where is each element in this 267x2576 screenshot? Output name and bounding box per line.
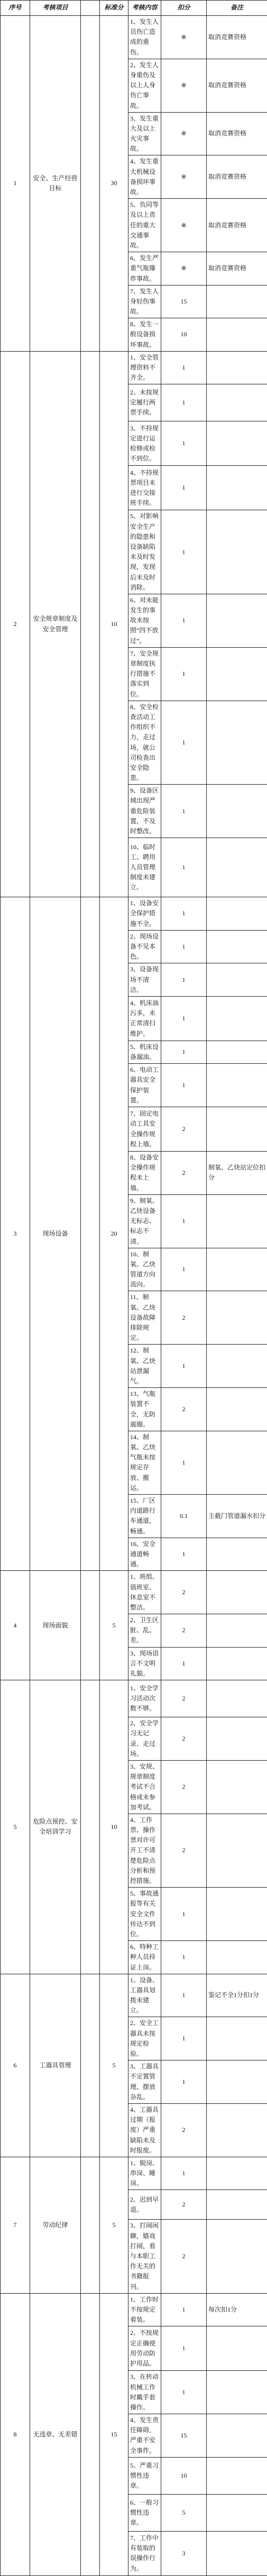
- item-note: [207, 1680, 267, 1717]
- header-standard: 标准分: [100, 1, 128, 16]
- item-content: 6、发生严重气瓶爆炸事故。: [128, 252, 161, 286]
- row-index: 5: [1, 1680, 30, 1974]
- item-note: 取消竞赛资格: [207, 199, 267, 252]
- row-project: 现场设备: [30, 897, 81, 1571]
- item-deduct: 1: [161, 1345, 207, 1388]
- item-content: 1、设备、工器具划拨未建立。: [128, 1974, 161, 2017]
- item-note: [207, 351, 267, 384]
- item-content: 8、设备安全操作规程未上墙。: [128, 1152, 161, 1195]
- item-note: 取消竞赛资格: [207, 59, 267, 112]
- row-project: 现场面貌: [30, 1571, 81, 1680]
- item-deduct: 2: [161, 1388, 207, 1431]
- item-note: [207, 1614, 267, 1648]
- item-deduct: ※: [161, 155, 207, 199]
- item-deduct: 1: [161, 2157, 207, 2190]
- row-standard: 10: [100, 1680, 128, 1974]
- item-note: [207, 1291, 267, 1345]
- item-deduct: 1: [161, 1041, 207, 1063]
- item-content: 5、严重习惯性违章。: [128, 2457, 161, 2494]
- item-deduct: 1: [161, 647, 207, 701]
- item-note: 取消竞赛资格: [207, 252, 267, 286]
- item-deduct: 1: [161, 963, 207, 997]
- item-deduct: 1: [161, 838, 207, 897]
- item-deduct: 2: [161, 1291, 207, 1345]
- row-project: 危险点预控、安全培训学习: [30, 1680, 81, 1974]
- table-row: [1, 2293, 267, 2326]
- item-content: 3、不持规定进行运检修或检不到位。: [128, 421, 161, 466]
- row-index: 6: [1, 1974, 30, 2157]
- table-row: [1, 1680, 267, 1717]
- table-row: [1, 351, 267, 384]
- item-deduct: 1: [161, 1647, 207, 1680]
- item-content: 9、制氧、乙炔设备无标志、标志不清。: [128, 1194, 161, 1248]
- row-project: 无违章、无差错: [30, 2293, 81, 2575]
- item-content: 12、制氧、乙炔站泄漏气。: [128, 1345, 161, 1388]
- item-content: 2、迟到早退。: [128, 2190, 161, 2220]
- item-deduct: 15: [161, 2414, 207, 2458]
- row-project: 工器具管理: [30, 1974, 81, 2157]
- item-note: [207, 2017, 267, 2060]
- item-note: [207, 285, 267, 318]
- header-index: 序号: [1, 1, 30, 16]
- item-content: 4、发生重大机械设备损坏事故。: [128, 155, 161, 199]
- item-deduct: 1: [161, 785, 207, 838]
- item-note: [207, 318, 267, 352]
- item-note: [207, 1041, 267, 1063]
- row-index: 7: [1, 2157, 30, 2293]
- item-content: 1、安全学习活动次数不够。: [128, 1680, 161, 1717]
- table-row: [1, 897, 267, 931]
- row-standard: 5: [100, 2157, 128, 2293]
- item-deduct: 2: [161, 2103, 207, 2157]
- item-content: 11、制氧、乙炔设备故障排除规定。: [128, 1291, 161, 1345]
- item-deduct: 1: [161, 1538, 207, 1571]
- item-note: [207, 996, 267, 1041]
- item-deduct: 1: [161, 1941, 207, 1974]
- item-note: [207, 1248, 267, 1291]
- item-deduct: 15: [161, 285, 207, 318]
- row-standard: 10: [100, 351, 128, 897]
- item-note: 取消竞赛资格: [207, 16, 267, 59]
- item-content: 2、未按规定履行两票手续。: [128, 384, 161, 421]
- item-note: [207, 2531, 267, 2575]
- item-deduct: 2: [161, 2190, 207, 2220]
- item-deduct: 2: [161, 1107, 207, 1152]
- item-deduct: 1: [161, 2017, 207, 2060]
- item-note: 每次扣1分: [207, 2293, 267, 2326]
- item-deduct: 1: [161, 466, 207, 510]
- item-note: [207, 2457, 267, 2494]
- row-gap: [81, 897, 100, 1571]
- item-note: [207, 1107, 267, 1152]
- row-index: 4: [1, 1571, 30, 1680]
- item-note: [207, 897, 267, 931]
- item-deduct: 1: [161, 1974, 207, 2017]
- item-content: 1、安全管理资料不齐全。: [128, 351, 161, 384]
- item-content: 14、制氧、乙炔气瓶未按规定存放、搬运。: [128, 1431, 161, 1494]
- item-note: [207, 1571, 267, 1614]
- row-standard: 5: [100, 1571, 128, 1680]
- item-note: [207, 594, 267, 647]
- item-content: 3、打闹闲聊，嬉戏打闹，看与本职工作无关的书籍报刊。: [128, 2220, 161, 2293]
- item-deduct: 1: [161, 2060, 207, 2104]
- item-note: [207, 838, 267, 897]
- item-content: 2、发生人身重伤及以上人身伤亡事故。: [128, 59, 161, 112]
- item-content: 3、现场语言不文明礼貌。: [128, 1647, 161, 1680]
- item-deduct: 1: [161, 996, 207, 1041]
- item-deduct: 5: [161, 2494, 207, 2531]
- item-content: 3、工器具不定置管理、摆放杂乱。: [128, 2060, 161, 2104]
- item-content: 4、工作票、操作票对许可开工不清楚危险点分析和预控措施。: [128, 1814, 161, 1887]
- item-deduct: ※: [161, 199, 207, 252]
- row-gap: [81, 2157, 100, 2293]
- item-note: [207, 421, 267, 466]
- item-content: 9、设备区域出现严重危险装置，不及时整改。: [128, 785, 161, 838]
- item-deduct: ※: [161, 16, 207, 59]
- assessment-body: [1, 16, 267, 2576]
- row-index: 8: [1, 2293, 30, 2575]
- item-deduct: 1: [161, 510, 207, 594]
- header-content: 考核内容: [128, 1, 161, 16]
- row-standard: 30: [100, 16, 128, 352]
- item-deduct: 1: [161, 1194, 207, 1248]
- item-note: [207, 1717, 267, 1761]
- item-note: 鉴记不全1分扣1分: [207, 1974, 267, 2017]
- row-project: 安全规章制度及安全管理: [30, 351, 81, 897]
- item-content: 5、负同等及以上责任的重大交通事故。: [128, 199, 161, 252]
- item-deduct: 2: [161, 1814, 207, 1887]
- item-deduct: 1: [161, 1248, 207, 1291]
- header-gap: [81, 1, 100, 16]
- item-note: [207, 2060, 267, 2104]
- item-content: 2、安全学习无记录、走过场。: [128, 1717, 161, 1761]
- header-deduct: 扣分: [161, 1, 207, 16]
- item-deduct: 1: [161, 384, 207, 421]
- item-note: 取消竞赛资格: [207, 112, 267, 155]
- item-note: [207, 1760, 267, 1814]
- row-gap: [81, 2293, 100, 2575]
- item-content: 6、对未能发生的事故未按照“四不放过”。: [128, 594, 161, 647]
- item-note: [207, 2103, 267, 2157]
- row-index: 3: [1, 897, 30, 1571]
- header-project: 考核项目: [30, 1, 81, 16]
- item-deduct: ※: [161, 59, 207, 112]
- item-content: 2、安全工器具未按规定检验。: [128, 2017, 161, 2060]
- item-note: 主截门管道漏水扣分: [207, 1495, 267, 1538]
- item-note: [207, 1941, 267, 1974]
- row-index: 1: [1, 16, 30, 352]
- item-note: [207, 930, 267, 963]
- item-deduct: 1: [161, 1064, 207, 1107]
- item-deduct: 2: [161, 2220, 207, 2293]
- item-content: 15、厂区内道路行车通道，畅通。: [128, 1495, 161, 1538]
- item-note: [207, 1345, 267, 1388]
- item-note: [207, 2494, 267, 2531]
- item-content: 3、发生重大及以上火灾事故。: [128, 112, 161, 155]
- item-deduct: 1: [161, 2371, 207, 2414]
- table-row: [1, 1974, 267, 2017]
- row-gap: [81, 1974, 100, 2157]
- item-content: 7、安全规章制度执行措施不落实到位。: [128, 647, 161, 701]
- item-content: 4、发生责任障碍，严重不安全事件。: [128, 2414, 161, 2458]
- row-gap: [81, 16, 100, 352]
- item-note: 制氧、乙炔站定位扣分: [207, 1152, 267, 1195]
- item-deduct: ※: [161, 252, 207, 286]
- item-note: [207, 1064, 267, 1107]
- item-note: [207, 2326, 267, 2371]
- item-deduct: 1: [161, 1888, 207, 1941]
- item-deduct: 1: [161, 2326, 207, 2371]
- item-deduct: 1: [161, 701, 207, 785]
- item-deduct: 10: [161, 2457, 207, 2494]
- header-note: 备注: [207, 1, 267, 16]
- item-content: 5、机床设备漏油。: [128, 1041, 161, 1063]
- item-content: 1、班组、值班室、休息室不整洁。: [128, 1571, 161, 1614]
- item-content: 1、脱岗、串岗、睡岗。: [128, 2157, 161, 2190]
- item-deduct: 1: [161, 594, 207, 647]
- item-content: 4、机床油污多，未正常清扫维护。: [128, 996, 161, 1041]
- item-note: [207, 384, 267, 421]
- item-content: 5、事故通报等有关安全文件传达不到位。: [128, 1888, 161, 1941]
- item-note: [207, 701, 267, 785]
- row-standard: 15: [100, 2293, 128, 2575]
- item-deduct: 2: [161, 1614, 207, 1648]
- item-note: [207, 466, 267, 510]
- item-content: 8、安全检查活动工作组织不力，走过场，就公司检查出安全隐患。: [128, 701, 161, 785]
- item-content: 6、特种工种人员持证上岗。: [128, 1941, 161, 1974]
- item-content: 2、不按规定正确使用劳动防护用品。: [128, 2326, 161, 2371]
- item-deduct: 1: [161, 421, 207, 466]
- item-note: [207, 2371, 267, 2414]
- item-content: 3、安规、规章制度考试不合格或未参加考试。: [128, 1760, 161, 1814]
- item-content: 1、发生人员伤亡造成的重伤。: [128, 16, 161, 59]
- item-deduct: 2: [161, 1571, 207, 1614]
- item-content: 3、在转动机械工作时戴手套操作。: [128, 2371, 161, 2414]
- item-note: [207, 1538, 267, 1571]
- item-content: 1、设备安全保护措施不全。: [128, 897, 161, 931]
- item-note: [207, 1194, 267, 1248]
- item-note: [207, 1647, 267, 1680]
- item-deduct: 3: [161, 2531, 207, 2575]
- item-deduct: 1: [161, 930, 207, 963]
- item-note: [207, 1388, 267, 1431]
- header-row: [1, 1, 267, 16]
- table-row: [1, 1571, 267, 1614]
- item-content: 2、现场设备不见本色。: [128, 930, 161, 963]
- item-deduct: 1: [161, 897, 207, 931]
- item-deduct: 0.1: [161, 1495, 207, 1538]
- item-note: [207, 2190, 267, 2220]
- item-content: 4、工器具过期（报废）严重缺陷未及时报废。: [128, 2103, 161, 2157]
- item-note: [207, 785, 267, 838]
- item-deduct: ※: [161, 112, 207, 155]
- row-gap: [81, 1680, 100, 1974]
- item-deduct: 2: [161, 1717, 207, 1761]
- item-note: [207, 2220, 267, 2293]
- row-standard: 5: [100, 1974, 128, 2157]
- item-deduct: 2: [161, 1760, 207, 1814]
- item-content: 8、发生一般设备损坏事故。: [128, 318, 161, 352]
- item-note: [207, 2414, 267, 2458]
- item-content: 3、设备现场不清洁。: [128, 963, 161, 997]
- item-content: 13、气瓶装置不全，无防震圈。: [128, 1388, 161, 1431]
- item-note: 取消竞赛资格: [207, 155, 267, 199]
- table-row: [1, 16, 267, 59]
- item-deduct: 10: [161, 318, 207, 352]
- item-note: [207, 2157, 267, 2190]
- item-note: [207, 510, 267, 594]
- item-note: [207, 1431, 267, 1494]
- item-content: 10、临时工、聘用人员管理制度未建立。: [128, 838, 161, 897]
- item-deduct: 1: [161, 2293, 207, 2326]
- item-note: [207, 1888, 267, 1941]
- item-content: 6、一般习惯性违章。: [128, 2494, 161, 2531]
- row-gap: [81, 1571, 100, 1680]
- row-project: 劳动纪律: [30, 2157, 81, 2293]
- row-standard: 20: [100, 897, 128, 1571]
- item-note: [207, 1814, 267, 1887]
- item-content: 7、固定电动工具安全操作规程上墙。: [128, 1107, 161, 1152]
- item-content: 7、发生人身轻伤事故。: [128, 285, 161, 318]
- item-deduct: 2: [161, 1152, 207, 1195]
- item-content: 5、对影响安全生产的隐患和设备缺陷未及时发现，发现后未及时消除。: [128, 510, 161, 594]
- item-content: 10、制氧、乙炔管道方向流向。: [128, 1248, 161, 1291]
- item-content: 4、不持规票项目未进行交接班手续。: [128, 466, 161, 510]
- item-content: 7、工作中有装取的误操作行为。: [128, 2531, 161, 2575]
- item-deduct: 1: [161, 351, 207, 384]
- item-content: 2、卫生区脏、乱、差。: [128, 1614, 161, 1648]
- table-row: [1, 2157, 267, 2190]
- row-index: 2: [1, 351, 30, 897]
- item-note: [207, 647, 267, 701]
- item-content: 1、工作时不按规定着装。: [128, 2293, 161, 2326]
- item-deduct: 1: [161, 1431, 207, 1494]
- item-note: [207, 963, 267, 997]
- item-content: 16、安全通道畅通。: [128, 1538, 161, 1571]
- item-content: 6、电动工器具安全保护装置。: [128, 1064, 161, 1107]
- row-project: 安全、生产经营目标: [30, 16, 81, 352]
- item-deduct: 2: [161, 1680, 207, 1717]
- row-gap: [81, 351, 100, 897]
